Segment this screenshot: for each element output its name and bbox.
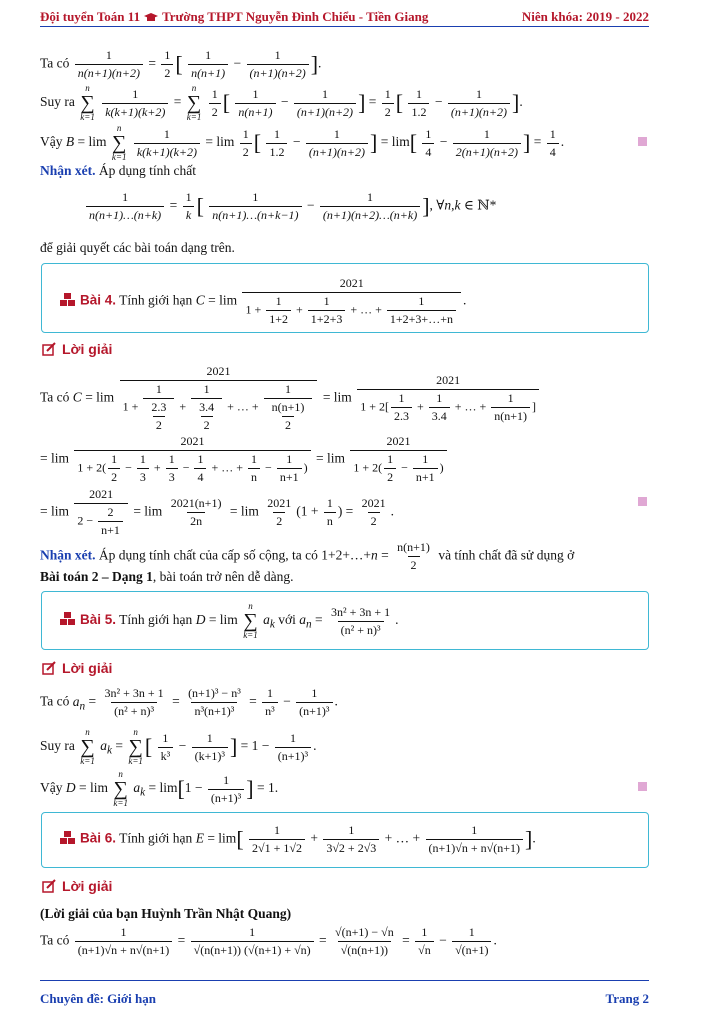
sol5-line-1: Ta có $a_n$ = $\frac{\text{3n² + 3n + 1}}{\text{(n² + n)³}}$ = $\frac{\text{(n+1)³ − n³}}{\text{n³(n+1)³}}$ = $\frac{1}{\text{n³}}$ − $\frac{1}{\text{(n+1)³}}$ .: [40, 686, 338, 718]
solution-heading-4: Lời giải: [42, 341, 112, 357]
footer-page-number: Trang 2: [605, 991, 649, 1006]
header-year: Niên khóa: 2019 - 2022: [521, 9, 649, 24]
sol4-line-3: = lim 2021 2 − $\frac{2}{n+1}$ = lim $\frac{2021(n+1)}{2n}$ = lim $\frac{2021}{2}$ (1 + $\frac{1}{n}$ ) = $\frac{2021}{2}$ .: [40, 487, 395, 537]
qed-square-1: [638, 137, 647, 146]
problem-box-6: Bài 6. Tính giới hạn E = lim[ $\frac{1}{2√1 + 1√2}$ + $\frac{1}{3√2 + 2√3}$ + … + $\frac{1}{(n+1)√n + n√(n+1)}$ ].: [41, 812, 649, 868]
cubes-icon: [60, 831, 76, 845]
cubes-icon: [60, 612, 76, 626]
edit-icon: [42, 342, 56, 356]
footer-topic: Chuyên đề: Giới hạn: [40, 991, 156, 1006]
eq-line-1: Ta có $\frac{1}{n(n+1)(n+2)}$ = $\frac{1}{2}$ [ $\frac{1}{n(n+1)}$ − $\frac{1}{(n+1)(n+2)}$ ].: [40, 48, 322, 80]
credit: (Lời giải của bạn Huỳnh Trần Nhật Quang): [40, 906, 292, 921]
qed-square-2: [638, 497, 647, 506]
eq-line-2: Suy ra n ∑ k=1 $\frac{1}{k(k+1)(k+2)}$ = n ∑ k=1 $\frac{1}{2}$ [ $\frac{1}{n(n+1)}$ − $\frac{1}{(n+1)(n+2)}$ ] = $\frac{1}{2}$ [ $\frac{1}{1.2}$ − $\frac{1}{(n+1)(n+2)}$ ].: [40, 83, 523, 122]
eq-property: $\frac{1}{n(n+1)\dots(n+k)}$ = $\frac{1}{k}$ [ $\frac{1}{n(n+1)\dots(n+k-1)}$ − $\frac{1}{(n+1)(n+2)\dots(n+k)}$ ], ∀n,k ∈ ℕ*: [84, 190, 496, 223]
sol5-line-2: Suy ra n ∑ k=1 $a_k$ = n ∑ k=1 [ $\frac{1}{\text{k³}}$ − $\frac{1}{\text{(k+1)³}}$ ] = 1 − $\frac{1}{\text{(n+1)³}}$ .: [40, 727, 317, 766]
problem-label: Bài 5.: [80, 612, 117, 628]
page-footer: [40, 980, 649, 1006]
page-header: [40, 8, 649, 27]
problem-box-5: Bài 5. Tính giới hạn D = lim n ∑ k=1 $a_k$ với $a_n$ = $\frac{\text{3n² + 3n + 1}}{\text{(n² + n)³}}$ .: [41, 591, 649, 650]
header-school: Trường THPT Nguyễn Đình Chiểu - Tiền Giang: [162, 9, 429, 24]
sol4-line-1: Ta có C = lim 2021 1 + $\frac{1}{\frac{2.3}{2}}$ + $\frac{1}{\frac{3.4}{2}}$ + … + $\frac{1}{\frac{n(n+1)}{2}}$ = lim 2021 1 + 2[ $\frac{1}{2.3}$ + $\frac{1}{3.4}$ + … + $\frac{1}{n(n+1)}$ ]: [40, 364, 541, 433]
qed-square-3: [638, 782, 647, 791]
eq-line-3: Vậy B = lim n ∑ k=1 $\frac{1}{k(k+1)(k+2)}$ = lim $\frac{1}{2}$ [ $\frac{1}{1.2}$ − $\frac{1}{(n+1)(n+2)}$ ] = lim[ $\frac{1}{4}$ − $\frac{1}{2(n+1)(n+2)}$ ] = $\frac{1}{4}$ .: [40, 123, 565, 162]
sol5-line-3: Vậy D = lim n ∑ k=1 $a_k = \lim[1$ − $\frac{1}{\text{(n+1)³}}$ ] = 1.: [40, 769, 279, 808]
problem-label: Bài 4.: [80, 292, 117, 308]
edit-icon: [42, 661, 56, 675]
problem-label: Bài 6.: [80, 830, 117, 846]
problem-box-4: Bài 4. Tính giới hạn C = lim 2021 1 + $\frac{1}{1+2}$ + $\frac{1}{1+2+3}$ + … + $\frac{1}{1+2+3+\dots+n}$ .: [41, 263, 649, 333]
sol4-line-2: = lim 2021 1 + 2( $\frac{1}{2}$ − $\frac{1}{3}$ + $\frac{1}{3}$ − $\frac{1}{4}$ + … + $\frac{1}{n}$ − $\frac{1}{n+1}$ ) = lim 2021 1 + 2( $\frac{1}{2}$ − $\frac{1}{n+1}$ ): [40, 434, 449, 485]
cubes-icon: [60, 293, 76, 307]
solution-heading-5: Lời giải: [42, 660, 112, 676]
edit-icon: [42, 879, 56, 893]
remark-1: Nhận xét. Áp dụng tính chất: [40, 163, 197, 178]
remark-1-end: để giải quyết các bài toán dạng trên.: [40, 240, 235, 255]
sol6-line-1: Ta có $\frac{1}{(n+1)√n + n√(n+1)}$ = $\frac{1}{√(n(n+1)) (√(n+1) + √n)}$ = $\frac{√(n+1) - √n}{√(n(n+1))}$ = $\frac{1}{√n}$ − $\frac{1}{√(n+1)}$ .: [40, 925, 497, 957]
solution-heading-6: Lời giải: [42, 878, 112, 894]
remark-2: Nhận xét. Áp dụng tính chất của cấp số cộng, ta có 1+2+…+n = $\frac{n(n+1)}{2}$ và tính chất đã sử dụng ở: [40, 540, 575, 572]
header-team: Đội tuyển Toán 11: [40, 9, 141, 24]
remark-2-end: Bài toán 2 – Dạng 1, bài toán trở nên dễ dàng.: [40, 569, 294, 584]
graduation-cap-icon: [144, 13, 158, 22]
